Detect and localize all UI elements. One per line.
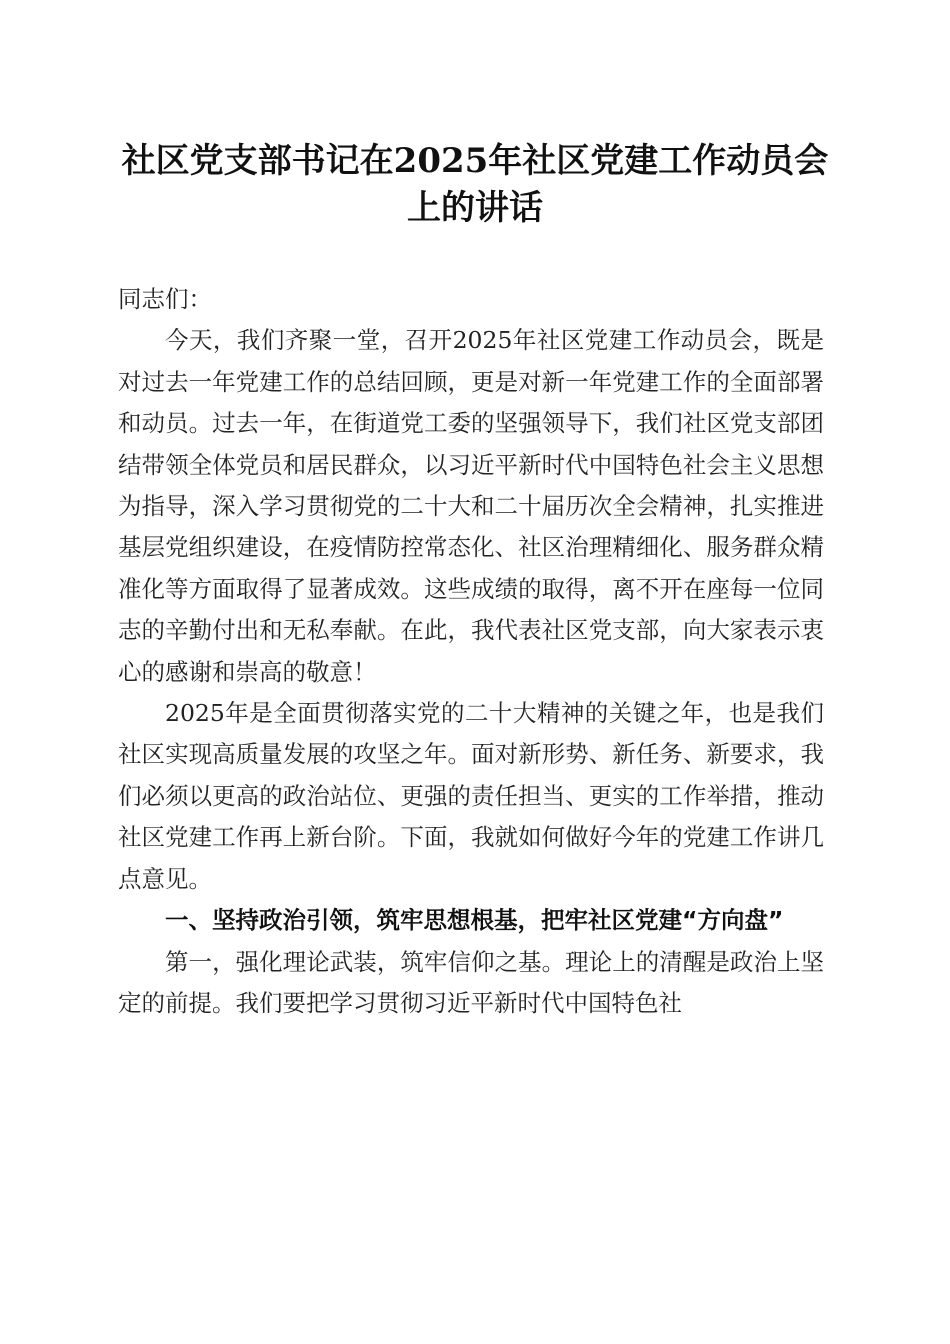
section-heading: 一、坚持政治引领，筑牢思想根基，把牢社区党建“方向盘” bbox=[165, 906, 784, 935]
paragraph: 今天，我们齐聚一堂，召开2025年社区党建工作动员会，既是对过去一年党建工作的总结回顾，更是对新一年党建工作的全面部署和动员。过去一年，在街道党工委的坚强领导下，我们社区党支部团结带领全体党员和居民群众，以习近平新时代中国特色社会主义思想为指导，深入学习贯彻党的二十大和二十届历次全会精神，扎实推进基层党组织建设，在疫情防控常态化、社区治理精细化、服务群众精准化等方面取得了显著成效。这些成绩的取得，离不开在座每一位同志的辛勤付出和无私奉献。在此，我代表社区党支部，向大家表示衷心的感谢和崇高的敬意！ bbox=[118, 326, 824, 686]
paragraph: 2025年是全面贯彻落实党的二十大精神的关键之年，也是我们社区实现高质量发展的攻坚之年。面对新形势、新任务、新要求，我们必须以更高的政治站位、更强的责任担当、更实的工作举措，推动社区党建工作再上新台阶。下面，我就如何做好今年的党建工作讲几点意见。 bbox=[118, 699, 824, 893]
paragraph: 第一，强化理论武装，筑牢信仰之基。理论上的清醒是政治上坚定的前提。我们要把学习贯彻习近平新时代中国特色社 bbox=[118, 947, 824, 1017]
salutation: 同志们： bbox=[118, 285, 212, 313]
document-body bbox=[118, 279, 824, 1024]
document-title: 社区党支部书记在2025年社区党建工作动员会上的讲话 bbox=[121, 141, 829, 228]
